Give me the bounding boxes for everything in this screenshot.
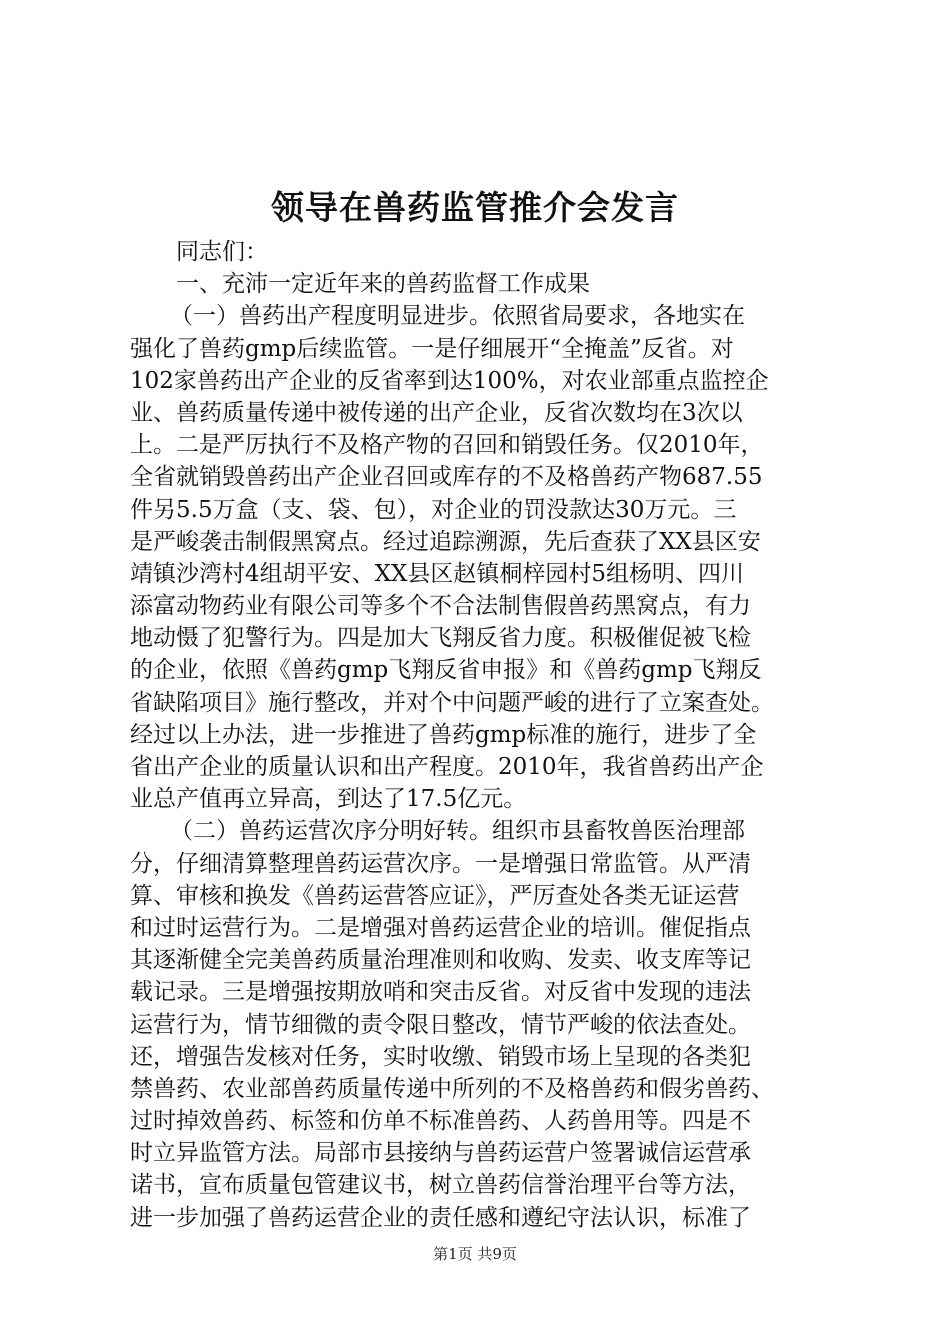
paragraph-line: 算、审核和换发《兽药运营答应证》，严厉查处各类无证运营 [130, 882, 740, 909]
paragraph-line: 业总产值再立异高，到达了17.5亿元。 [130, 786, 527, 813]
paragraph-line: 运营行为，情节细微的责令限日整改，情节严峻的依法查处。 [130, 1011, 751, 1038]
paragraph-line: 经过以上办法，进一步推进了兽药gmp标准的施行，进步了全 [130, 721, 757, 748]
document-title: 领导在兽药监管推介会发言 [271, 188, 679, 227]
paragraph-line: 靖镇沙湾村4组胡平安、XX县区赵镇桐梓园村5组杨明、四川 [130, 560, 745, 587]
paragraph-line: 地动慑了犯警行为。四是加大飞翔反省力度。积极催促被飞检 [130, 625, 751, 652]
paragraph-line: 过时掉效兽药、标签和仿单不标准兽药、人药兽用等。四是不 [130, 1108, 751, 1135]
paragraph-line: 上。二是严厉执行不及格产物的召回和销毁任务。仅2010年， [130, 432, 764, 459]
paragraph-line: 强化了兽药gmp后续监管。一是仔细展开“全掩盖”反省。对 [130, 335, 734, 362]
paragraph-line: 是严峻袭击制假黑窝点。经过追踪溯源，先后查获了XX县区安 [130, 528, 761, 555]
paragraph-line: 全省就销毁兽药出产企业召回或库存的不及格兽药产物687.55 [130, 464, 763, 491]
paragraph-line: （一）兽药出产程度明显进步。依照省局要求，各地实在 [170, 303, 745, 330]
paragraph-line: 进一步加强了兽药运营企业的责任感和遵纪守法认识，标准了 [130, 1204, 751, 1231]
paragraph-line: 业、兽药质量传递中被传递的出产企业，反省次数均在3次以 [130, 399, 743, 426]
paragraph-line: 诺书，宣布质量包管建议书，树立兽药信誉治理平台等方法， [130, 1172, 751, 1199]
paragraph-line: 的企业，依照《兽药gmp飞翔反省申报》和《兽药gmp飞翔反 [130, 657, 762, 684]
paragraph-line: （二）兽药运营次序分明好转。组织市县畜牧兽医治理部 [170, 818, 745, 845]
paragraph-line: 件另5.5万盒（支、袋、包），对企业的罚没款达30万元。三 [130, 496, 737, 523]
document-body [130, 236, 835, 1234]
page-footer: 第1页 共9页 [433, 1245, 517, 1263]
paragraph-line: 102家兽药出产企业的反省率到达100%，对农业部重点监控企 [130, 367, 769, 394]
paragraph-line: 省出产企业的质量认识和出产程度。2010年，我省兽药出产企 [130, 754, 764, 780]
paragraph-line: 分，仔细清算整理兽药运营次序。一是增强日常监管。从严清 [130, 850, 751, 877]
paragraph-line: 禁兽药、农业部兽药质量传递中所列的不及格兽药和假劣兽药、 [130, 1075, 774, 1102]
paragraph-line: 载记录。三是增强按期放哨和突击反省。对反省中发现的违法 [130, 979, 751, 1006]
paragraph-line: 其逐渐健全完美兽药质量治理准则和收购、发卖、收支库等记 [130, 947, 751, 974]
paragraph-line: 省缺陷项目》施行整改，并对个中问题严峻的进行了立案查处。 [130, 689, 774, 716]
paragraph-line: 时立异监管方法。局部市县接纳与兽药运营户签署诚信运营承 [130, 1140, 751, 1167]
paragraph-line: 和过时运营行为。二是增强对兽药运营企业的培训。催促指点 [130, 914, 751, 941]
section-heading: 一、充沛一定近年来的兽药监督工作成果 [176, 271, 590, 298]
salutation-line: 同志们： [176, 239, 268, 265]
paragraph-line: 还，增强告发核对任务，实时收缴、销毁市场上呈现的各类犯 [130, 1043, 751, 1070]
paragraph-line: 添富动物药业有限公司等多个不合法制售假兽药黑窝点，有力 [130, 593, 751, 620]
